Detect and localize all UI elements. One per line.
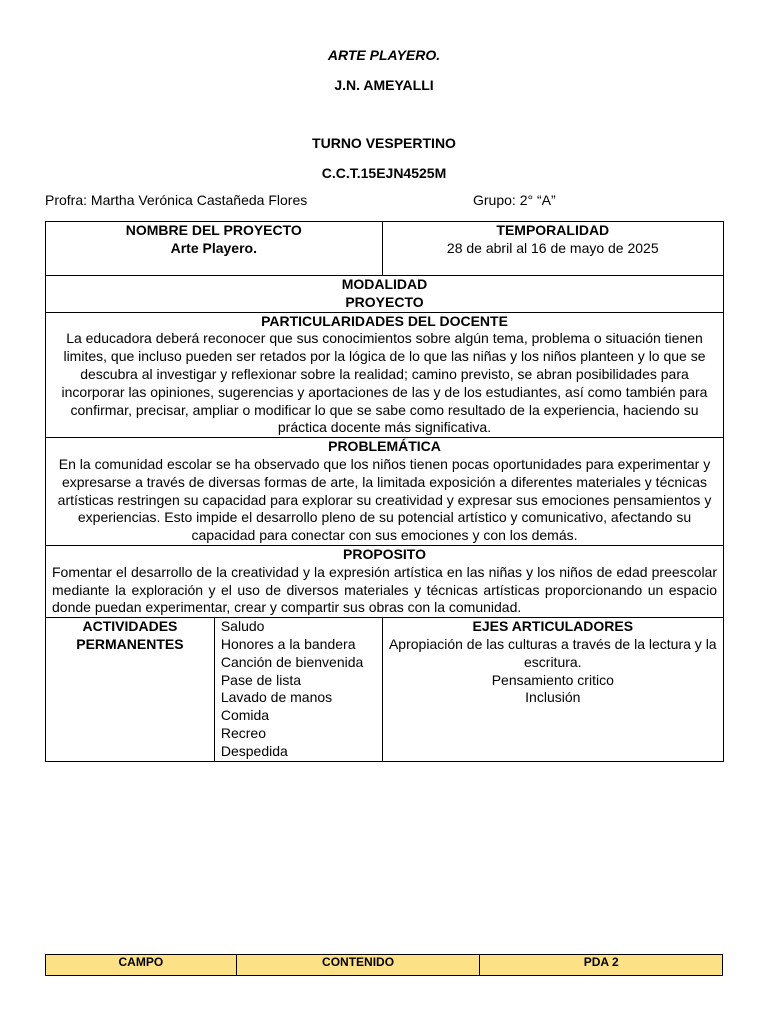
modality-label: MODALIDAD — [341, 276, 428, 292]
list-item: Recreo — [220, 724, 266, 741]
activities-label-cell — [46, 618, 215, 761]
problem-text: En la comunidad escolar se ha observado que los niños tienen pocas oportunidades para experimentar y expresarse a través de diversas formas de arte, la limitada exposición a diferentes materiales y técnicas artísticas restringen su capacidad para explorar su creatividad y expresar sus emociones pensamientos y experiencias. Esto impide el desarrollo pleno de su potencial artístico y comunicativo, afectando su capacidad para conectar con sus emociones y con los demás. — [57, 455, 712, 544]
activities-list — [214, 618, 382, 761]
axes-label: EJES ARTICULADORES — [472, 618, 634, 635]
temporality-value: 28 de abril al 16 de mayo de 2025 — [446, 239, 659, 256]
list-item: Despedida — [220, 742, 288, 759]
modality-value: PROYECTO — [345, 293, 424, 310]
list-item: Pensamiento critico — [491, 671, 614, 688]
purpose-label: PROPOSITO — [343, 545, 426, 562]
contenido-header: CONTENIDO — [236, 955, 480, 976]
campo-header: CAMPO — [46, 955, 237, 976]
purpose-text: Fomentar el desarrollo de la creatividad y la expresión artística en las niñas y los niños de edad preescolar mediante la exploración y el uso de diversos materiales y técnicas artísticas proporcionando un espacio donde puedan experimentar, crear y compartir sus obras con la comunidad. — [52, 563, 717, 616]
list-item: Inclusión — [525, 689, 581, 706]
pda-header: PDA 2 — [480, 955, 723, 976]
list-item: Honores a la bandera — [220, 635, 356, 652]
teacher-particularities-cell — [46, 312, 724, 438]
list-item: Lavado de manos — [220, 689, 333, 706]
purpose-cell — [46, 545, 724, 617]
cct-code: C.C.T.15EJN4525M — [321, 165, 447, 181]
problem-cell — [46, 438, 724, 546]
document-title: ARTE PLAYERO. — [327, 47, 441, 63]
modality-cell — [46, 276, 724, 313]
campo-table — [45, 954, 723, 976]
list-item: Pase de lista — [220, 671, 302, 688]
axes-cell — [382, 618, 723, 761]
school-name: J.N. AMEYALLI — [334, 77, 434, 93]
project-name-label: NOMBRE DEL PROYECTO — [125, 222, 302, 238]
project-table — [45, 221, 724, 762]
teacher-particularities-text: La educadora deberá reconocer que sus conocimientos sobre algún tema, problema o situación tienen limites, que incluso pueden ser retados por la lógica de lo que las niñas y los niños planteen y lo que se descubra al investigar y reflexionar sobre la realidad; camino previsto, se abran posibilidades para incorporar las opiniones, sugerencias y aportaciones de las y de los estudiantes, así como también para confirmar, precisar, ampliar o modificar lo que se sabe como resultado de la experiencia, haciendo su práctica docente más significativa. — [61, 330, 708, 436]
temporality-label: TEMPORALIDAD — [496, 222, 610, 238]
project-name-cell — [46, 222, 383, 276]
list-item: Saludo — [220, 618, 265, 635]
list-item: Canción de bienvenida — [220, 653, 364, 670]
group-label: Grupo: 2° “A” — [473, 192, 556, 208]
shift-label: TURNO VESPERTINO — [312, 135, 456, 151]
teacher-name: Profra: Martha Verónica Castañeda Flores — [45, 192, 308, 208]
list-item: Apropiación de las culturas a través de la lectura y la escritura. — [388, 635, 717, 670]
temporality-cell — [382, 222, 723, 276]
list-item: Comida — [220, 707, 270, 724]
problem-label: PROBLEMÁTICA — [328, 438, 441, 455]
activities-label-line-2: PERMANENTES — [76, 635, 184, 652]
teacher-particularities-label: PARTICULARIDADES DEL DOCENTE — [261, 312, 508, 329]
activities-label-line-1: ACTIVIDADES — [82, 618, 178, 635]
project-name-value: Arte Playero. — [170, 239, 257, 256]
